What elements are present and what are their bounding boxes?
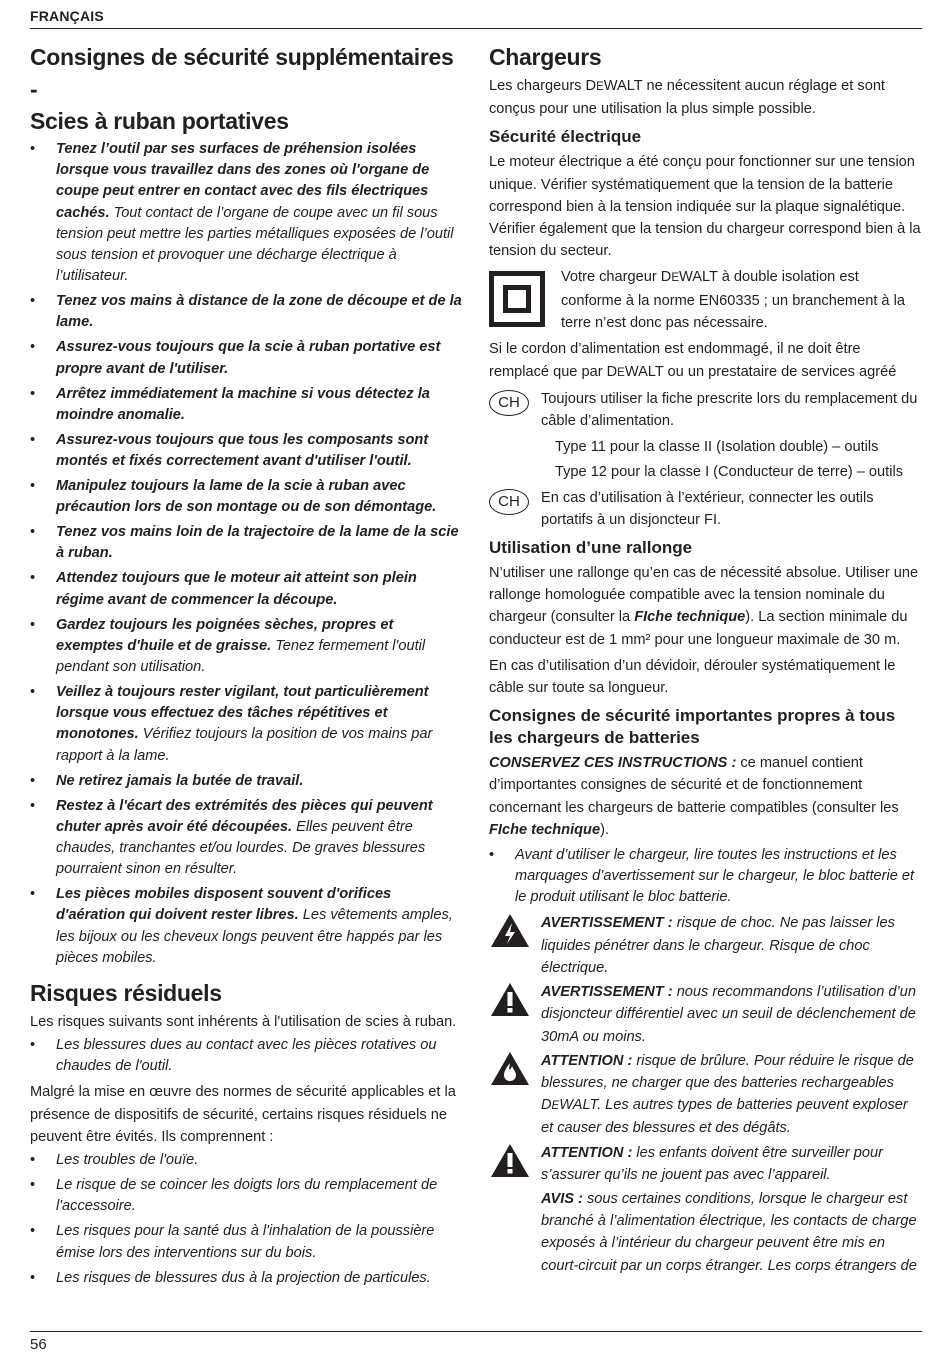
reel-text: En cas d’utilisation d’un dévidoir, dérouler systématiquement le câble sur toute sa longueur.	[489, 657, 896, 697]
subtitle-extension-cord: Utilisation d’une rallonge	[489, 538, 693, 558]
extension-text: N’utiliser une rallonge qu’en cas de nécessité absolue. Utiliser une rallonge homologuée compatible avec la tension nominale du chargeur (consulter la FIche technique). La section minimale du conducteur est de 1 mm² pour une longueur maximale de 30 m.	[489, 565, 919, 648]
list-item: • Assurez-vous toujours que tous les composants sont montés et fixés correctement avant d'utiliser l'outil.	[30, 431, 429, 470]
type-11-text: Type 11 pour la classe II (Isolation double) – outils	[555, 439, 879, 456]
notice-text: AVIS : sous certaines conditions, lorsque le chargeur est branché à l’alimentation électrique, les contacts de charge exposés à l’intérieur du chargeur peuvent être mis en court-circuit par un corps étranger. Les corps étrangers de	[541, 1190, 917, 1274]
warning-burn	[489, 1050, 923, 1140]
list-item: • Avant d’utiliser le chargeur, lire toutes les instructions et les marquages d’avertissement sur le chargeur, le bloc batterie et le produit utilisant le bloc batterie.	[489, 847, 915, 906]
chargers-intro: Les chargeurs DEWALT ne nécessitent aucun réglage et sont conçus pour une utilisation la plus simple possible.	[489, 78, 885, 118]
residual-paragraph: Malgré la mise en œuvre des normes de sécurité applicables et la présence de dispositifs de sécurité, certains risques résiduels ne peuvent être évités. Ils comprennent :	[30, 1084, 456, 1145]
warning-differential-text: AVERTISSEMENT : nous recommandons l’utilisation d’un disjoncteur différentiel avec un seuil de déclenchement de 30mA ou moins.	[541, 984, 917, 1045]
list-item: • Les troubles de l'ouïe.	[30, 1152, 199, 1169]
list-item: • Attendez toujours que le moteur ait atteint son plein régime avant de commencer la découpe.	[30, 570, 417, 608]
list-item: • Les blessures dues au contact avec les pièces rotatives ou chaudes de l'outil.	[30, 1037, 437, 1075]
list-item: • Les risques pour la santé dus à l'inhalation de la poussière émise lors des interventions sur du bois.	[30, 1223, 435, 1261]
list-item: • Le risque de se coincer les doigts lors du remplacement de l'accessoire.	[30, 1177, 438, 1215]
list-item: • Manipulez toujours la lame de la scie à ruban avec précaution lors de son montage ou de son démontage.	[30, 478, 437, 516]
list-item: • Gardez toujours les poignées sèches, propres et exemptes d'huile et de graisse. Tenez fermement l'outil pendant son utilisation.	[30, 616, 426, 676]
subtitle-electrical-safety: Sécurité électrique	[489, 127, 642, 147]
cord-replacement-text: Si le cordon d’alimentation est endommagé, il ne doit être remplacé que par DEWALT ou un prestataire de services agréé	[489, 341, 897, 380]
language-header: FRANÇAIS	[30, 8, 104, 24]
residual-list	[30, 1150, 462, 1289]
list-item: • Tenez l’outil par ses surfaces de préhension isolées lorsque vous travaillez dans des zones où l'organe de coupe peut entrer en contact avec des fils électriques cachés. Tout contact de l’organe de coupe avec un fil sous tension peut mettre les parties métalliques exposées de l’outil sous tension et provoquer une décharge électrique à l’utilisateur.	[30, 141, 454, 285]
safety-list	[30, 139, 462, 969]
swiss-ch-icon: CH	[489, 489, 529, 515]
title-line-1: Consignes de sécurité supplémentaires -	[30, 44, 454, 102]
list-item: • Tenez vos mains à distance de la zone de découpe et de la lame.	[30, 293, 462, 331]
left-column	[30, 38, 462, 1293]
double-insulation-text: Votre chargeur DEWALT à double isolation est conforme à la norme EN60335 ; un branchement à la terre n’est donc pas nécessaire.	[561, 269, 905, 331]
list-item: • Les risques de blessures dus à la projection de particules.	[30, 1269, 431, 1286]
ch-plug-note	[489, 388, 923, 432]
list-item: • Arrêtez immédiatement la machine si vous détectez la moindre anomalie.	[30, 385, 430, 423]
exclamation-warning-icon	[489, 1142, 531, 1180]
ch-plug-text: Toujours utiliser la fiche prescrite lors du remplacement du câble d’alimentation.	[541, 390, 918, 430]
exclamation-warning-icon	[489, 981, 531, 1019]
ch-outdoor-note	[489, 487, 923, 531]
section-title-residual: Risques résiduels	[30, 980, 222, 1007]
subtitle-important-instructions: Consignes de sécurité importantes propres à tous les chargeurs de batteries	[489, 706, 896, 748]
section-title-safety	[30, 41, 462, 137]
page-number: 56	[30, 1336, 47, 1353]
type-12-text: Type 12 pour la classe I (Conducteur de terre) – outils	[555, 464, 903, 481]
notice-short-circuit	[489, 1188, 923, 1277]
list-item: • Ne retirez jamais la butée de travail.	[30, 772, 304, 789]
list-item: • Restez à l'écart des extrémités des pièces qui peuvent chuter après avoir été découpées. Elles peuvent être chaudes, tranchantes et/ou lourdes. De graves blessures pourraient sinon en résulter.	[30, 797, 433, 878]
residual-intro: Les risques suivants sont inhérents à l'utilisation de scies à ruban.	[30, 1014, 457, 1031]
charger-bullets	[489, 845, 923, 909]
residual-first-list	[30, 1035, 462, 1077]
keep-instructions-text: CONSERVEZ CES INSTRUCTIONS : ce manuel contient d’importantes consignes de sécurité et de fonctionnement concernant les chargeurs de batterie compatibles (consulter les FIche technique).	[489, 755, 899, 838]
list-item: • Les pièces mobiles disposent souvent d'orifices d'aération qui doivent rester libres. Les vêtements amples, les bijoux ou les cheveux longs peuvent être happés par les pièces mobiles.	[30, 886, 453, 966]
title-line-2: Scies à ruban portatives	[30, 108, 289, 134]
right-column	[489, 38, 923, 1279]
swiss-ch-icon: CH	[489, 390, 529, 416]
list-item: • Assurez-vous toujours que la scie à ruban portative est propre avant de l'utiliser.	[30, 339, 441, 377]
warning-children	[489, 1142, 923, 1186]
warning-differential	[489, 981, 923, 1048]
top-divider	[30, 28, 922, 29]
double-insulation-block	[489, 266, 923, 334]
ch-outdoor-text: En cas d’utilisation à l’extérieur, connecter les outils portatifs à un disjoncteur FI.	[541, 489, 874, 528]
warning-burn-text: ATTENTION : risque de brûlure. Pour réduire le risque de blessures, ne charger que des batteries rechargeables DEWALT. Les autres types de batteries peuvent exploser et causer des blessures et des dégâts.	[541, 1052, 914, 1137]
double-insulation-icon	[489, 271, 545, 327]
electrical-text: Le moteur électrique a été conçu pour fonctionner sur une tension unique. Vérifier systématiquement que la tension de la batterie correspond bien à la tension indiquée sur la plaque signalétique. Vérifier également que la tension du chargeur correspond bien à la tension du secteur.	[489, 154, 921, 260]
warning-shock-text: AVERTISSEMENT : risque de choc. Ne pas laisser les liquides pénétrer dans le chargeur. Risque de choc électrique.	[541, 915, 895, 976]
electric-shock-warning-icon	[489, 912, 531, 950]
section-title-chargers: Chargeurs	[489, 44, 602, 70]
list-item: • Tenez vos mains loin de la trajectoire de la lame de la scie à ruban.	[30, 524, 459, 562]
bottom-divider	[30, 1331, 922, 1332]
warning-shock	[489, 912, 923, 979]
warning-children-text: ATTENTION : les enfants doivent être surveiller pour s’assurer qu’ils ne jouent pas avec l’appareil.	[541, 1144, 884, 1183]
list-item: • Veillez à toujours rester vigilant, tout particulièrement lorsque vous effectuez des tâches répétitives et monotones. Vérifiez toujours la position de vos mains par rapport à la lame.	[30, 684, 433, 764]
fire-warning-icon	[489, 1050, 531, 1088]
